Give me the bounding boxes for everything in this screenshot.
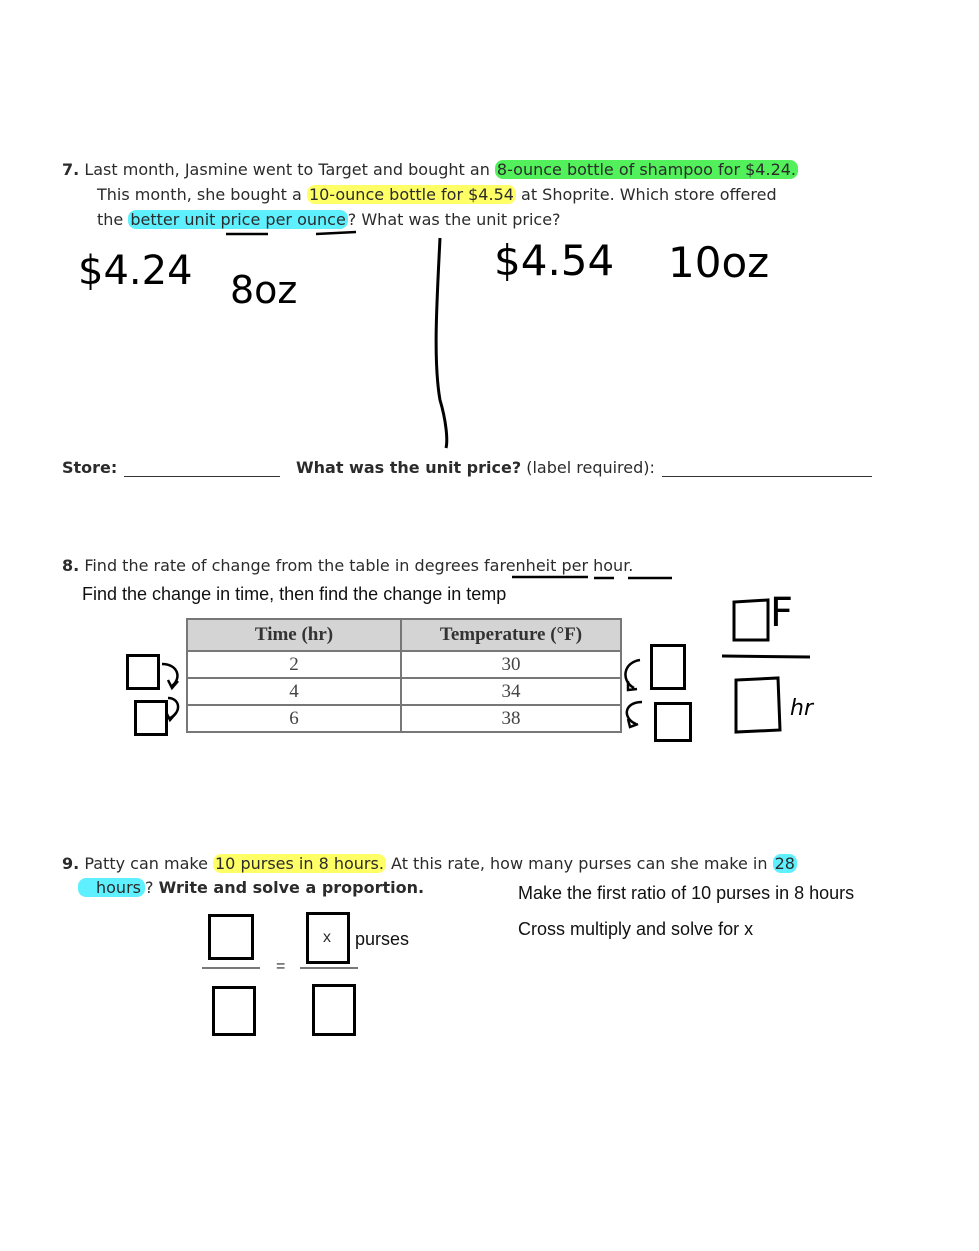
hand-degrees-f: F: [770, 590, 794, 636]
q9-text: ?: [144, 878, 154, 897]
temperature-table: [186, 618, 622, 733]
table-header-time: Time (hr): [187, 619, 401, 651]
q8-prompt: [62, 556, 633, 575]
q7-text: This month, she bought a: [97, 185, 302, 204]
unit-price-label: [296, 458, 655, 477]
time-change-box-2[interactable]: [134, 700, 168, 736]
table-header-temp: Temperature (°F): [401, 619, 621, 651]
table-cell: 38: [401, 705, 621, 732]
fraction-bar-right: [300, 967, 358, 969]
proportion-den-left[interactable]: [212, 986, 256, 1036]
q7-text: Last month, Jasmine went to Target and bought an: [84, 160, 490, 179]
label-note: (label required):: [526, 458, 655, 477]
q7-highlight-unit-price: better unit price per ounce: [130, 210, 346, 229]
unit-price-answer-line[interactable]: [662, 476, 872, 477]
q8-instruction: Find the change in time, then find the change in temp: [82, 584, 507, 604]
q7-highlight-shoprite: 10-ounce bottle for $4.54: [308, 185, 514, 204]
q7-highlight-target: 8-ounce bottle of shampoo for $4.24.: [496, 160, 797, 179]
x-variable: x: [323, 929, 331, 946]
q7-number: 7.: [62, 160, 80, 179]
q9-text: Patty can make: [84, 854, 208, 873]
table-cell: 4: [187, 678, 401, 705]
proportion-num-left[interactable]: [208, 914, 254, 960]
purses-label: purses: [355, 929, 410, 949]
temp-change-box-1[interactable]: [650, 644, 686, 690]
q9-highlight-rate: 10 purses in 8 hours.: [215, 854, 384, 873]
store-label-text: Store:: [62, 458, 118, 477]
q9-tip-1: Make the first ratio of 10 purses in 8 hours: [518, 883, 855, 903]
hand-hr: hr: [790, 696, 813, 721]
table-cell: 2: [187, 651, 401, 678]
q7-text: ? What was the unit price?: [347, 210, 561, 229]
q9-line2: [78, 878, 424, 897]
hand-right-size: 10oz: [668, 238, 770, 287]
q8-text: Find the rate of change from the table in degrees farenheit per hour.: [84, 556, 634, 575]
table-cell: 30: [401, 651, 621, 678]
q9-number: 9.: [62, 854, 80, 873]
q7-text: at Shoprite. Which store offered: [521, 185, 777, 204]
table-row: [187, 678, 621, 705]
q9-highlight-hours: hours: [78, 878, 145, 897]
q9-tip-2: Cross multiply and solve for x: [518, 919, 754, 939]
q9-highlight-28: 28: [774, 854, 795, 873]
table-row: [187, 651, 621, 678]
unit-price-text: What was the unit price?: [296, 458, 522, 477]
table-row: [187, 705, 621, 732]
q9-text-bold: Write and solve a proportion.: [158, 878, 425, 897]
q8-number: 8.: [62, 556, 80, 575]
hand-left-price: $4.24: [78, 248, 193, 294]
table-cell: 6: [187, 705, 401, 732]
q7-text: the: [97, 210, 124, 229]
table-cell: 34: [401, 678, 621, 705]
equals-sign: =: [276, 958, 286, 975]
fraction-bar-left: [202, 967, 260, 969]
temp-change-box-2[interactable]: [654, 702, 692, 742]
proportion-den-right[interactable]: [312, 984, 356, 1036]
proportion-num-right[interactable]: [306, 912, 350, 964]
store-answer-line[interactable]: [124, 476, 280, 477]
hand-right-price: $4.54: [494, 236, 615, 285]
store-label: [62, 458, 117, 477]
hand-left-size: 8oz: [230, 268, 298, 312]
q9-line1: [62, 854, 797, 873]
q9-text: At this rate, how many purses can she make in: [391, 854, 768, 873]
time-change-box-1[interactable]: [126, 654, 160, 690]
